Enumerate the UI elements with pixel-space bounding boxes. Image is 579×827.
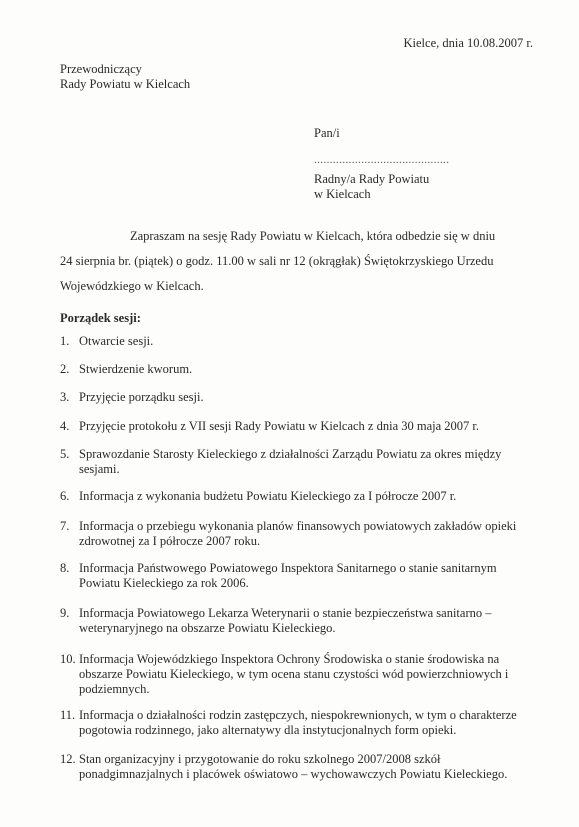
agenda-title: Porządek sesji: <box>60 311 141 325</box>
agenda-item-number: 8. <box>60 561 70 575</box>
agenda-item-text: Informacja Powiatowego Lekarza Weterynarii o stanie bezpieczeństwa sanitarno – weterynaryjnego na obszarze Powiatu Kieleckiego. <box>79 606 492 635</box>
agenda-item-number: 2. <box>60 362 70 376</box>
agenda-item <box>60 519 520 549</box>
agenda-item <box>60 752 520 782</box>
invitation-line-2: 24 sierpnia br. (piątek) o godz. 11.00 w sali nr 12 (okrągłak) Świętokrzyskiego Urzedu <box>60 254 494 268</box>
agenda-item-text: Sprawozdanie Starosty Kieleckiego z działalności Zarządu Powiatu za okres między sesjami. <box>79 447 502 476</box>
agenda-item <box>60 362 520 377</box>
agenda-item-number: 12. <box>60 752 76 766</box>
agenda-item-number: 3. <box>60 390 70 404</box>
agenda-item-text: Informacja z wykonania budżetu Powiatu Kieleckiego za I półrocze 2007 r. <box>79 489 457 503</box>
invitation-paragraph <box>60 224 530 299</box>
agenda-item <box>60 390 520 405</box>
agenda-item-number: 6. <box>60 489 70 503</box>
agenda-item <box>60 489 520 504</box>
agenda-item <box>60 419 520 434</box>
agenda-item-text: Stwierdzenie kworum. <box>79 362 193 376</box>
agenda-item <box>60 708 520 738</box>
agenda-item-text: Przyjęcie porządku sesji. <box>79 390 204 404</box>
recipient-role: Radny/a Rady Powiatu <box>314 172 430 186</box>
agenda-item-number: 7. <box>60 519 70 533</box>
sender-council: Rady Powiatu w Kielcach <box>60 77 191 91</box>
agenda-item-text: Stan organizacyjny i przygotowanie do roku szkolnego 2007/2008 szkół ponadgimnazjalnych i placówek oświatowo – wychowawczych Powiatu Kieleckiego. <box>79 752 508 781</box>
agenda-item <box>60 334 520 349</box>
agenda-item <box>60 447 520 477</box>
agenda-item-number: 10. <box>60 652 76 666</box>
agenda-item-text: Informacja Państwowego Powiatowego Inspektora Sanitarnego o stanie sanitarnym Powiatu Kieleckiego za rok 2006. <box>79 561 497 590</box>
recipient-block <box>314 126 449 202</box>
agenda-item-text: Przyjęcie protokołu z VII sesji Rady Powiatu w Kielcach z dnia 30 maja 2007 r. <box>79 419 480 433</box>
agenda-item-number: 1. <box>60 334 70 348</box>
invitation-line-1: Zapraszam na sesję Rady Powiatu w Kielcach, która odbedzie się w dniu <box>130 229 496 243</box>
sender-block <box>60 62 190 92</box>
sender-title: Przewodniczący <box>60 62 142 76</box>
agenda-item-number: 11. <box>60 708 76 722</box>
agenda-item <box>60 561 520 591</box>
recipient-location: w Kielcach <box>314 187 371 201</box>
invitation-line-3: Wojewódzkiego w Kielcach. <box>60 279 204 293</box>
date-line: Kielce, dnia 10.08.2007 r. <box>403 36 533 50</box>
recipient-salutation: Pan/i <box>314 126 340 140</box>
agenda-item-number: 4. <box>60 419 70 433</box>
agenda-item-text: Informacja o działalności rodzin zastępczych, niespokrewnionych, w tym o charakterze pogotowia rodzinnego, jako alternatywy dla instytucjonalnych form opieki. <box>79 708 517 737</box>
recipient-name-placeholder: ........................................... <box>314 154 450 166</box>
agenda-item-text: Otwarcie sesji. <box>79 334 154 348</box>
agenda-item-number: 5. <box>60 447 70 461</box>
agenda-item-text: Informacja Wojewódzkiego Inspektora Ochrony Środowiska o stanie środowiska na obszarze Powiatu Kieleckiego, w tym ocena stanu czystości wód powierzchniowych i podziemnych. <box>79 652 509 696</box>
agenda-item-text: Informacja o przebiegu wykonania planów finansowych powiatowych zakładów opieki zdrowotnej za I półrocze 2007 roku. <box>79 519 517 548</box>
agenda-item <box>60 652 520 697</box>
agenda-item-number: 9. <box>60 606 70 620</box>
agenda-item <box>60 606 520 636</box>
